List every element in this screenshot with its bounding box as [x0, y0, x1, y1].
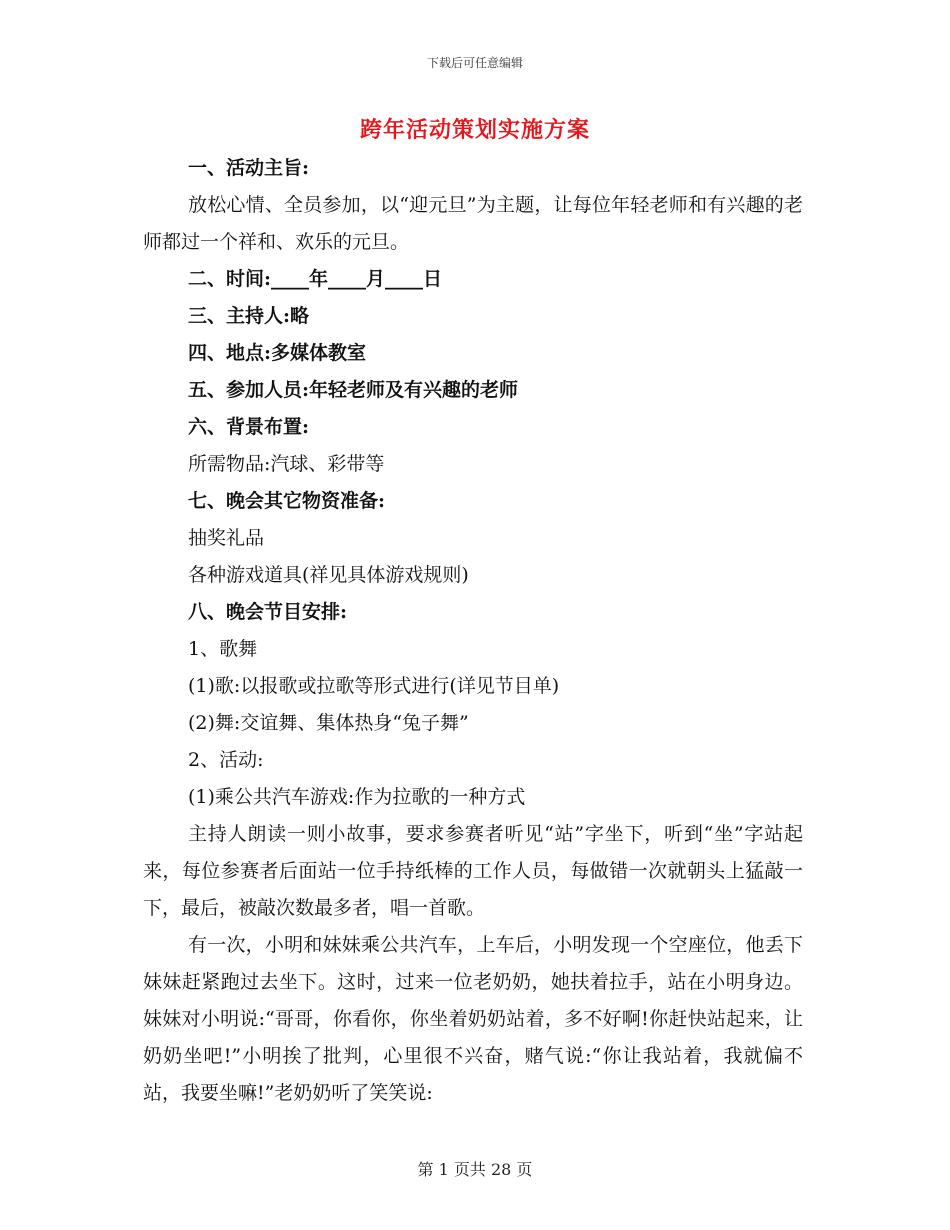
- document-title: 跨年活动策划实施方案: [359, 117, 590, 143]
- body-line: 2、活动:: [188, 749, 264, 771]
- section-heading: 二、时间:____年____月____日: [188, 268, 443, 290]
- paragraph: 放松心情、全员参加，以“迎元旦”为主题，让每位年轻老师和有兴趣的老师都过一个祥和、欢乐的元旦。: [143, 194, 803, 253]
- paragraph: 有一次，小明和妹妹乘公共汽车，上车后，小明发现一个空座位，他丢下妹妹赶紧跑过去坐下。这时，过来一位老奶奶，她扶着拉手，站在小明身边。妹妹对小明说:“哥哥，你看你，你坐着奶奶站着，多不好啊!你赶快站起来，让奶奶坐吧!”小明挨了批判，心里很不兴奋，赌气说:“你让我站着，我就偏不站，我要坐嘛!”老奶奶听了笑笑说:: [143, 934, 803, 1104]
- header-note: 下载后可任意编辑: [426, 56, 523, 70]
- section-heading: 六、背景布置:: [188, 416, 310, 438]
- body-line: 1、歌舞: [188, 638, 258, 660]
- body-line: 各种游戏道具(祥见具体游戏规则): [188, 564, 469, 586]
- section-heading: 七、晚会其它物资准备:: [188, 490, 386, 512]
- section-heading: 三、主持人:略: [188, 305, 310, 327]
- page-footer: 第 1 页共 28 页: [417, 1160, 533, 1179]
- section-heading: 八、晚会节目安排:: [188, 601, 348, 623]
- body-line: (2)舞:交谊舞、集体热身“兔子舞”: [188, 712, 469, 734]
- section-heading: 一、活动主旨:: [188, 157, 310, 179]
- document-body: [143, 150, 803, 1112]
- body-line: (1)歌:以报歌或拉歌等形式进行(详见节目单): [188, 675, 560, 697]
- body-line: 抽奖礼品: [188, 527, 265, 549]
- body-line: (1)乘公共汽车游戏:作为拉歌的一种方式: [188, 786, 526, 808]
- section-heading: 五、参加人员:年轻老师及有兴趣的老师: [188, 379, 519, 401]
- body-line: 所需物品:汽球、彩带等: [188, 453, 385, 475]
- section-heading: 四、地点:多媒体教室: [188, 342, 367, 364]
- paragraph: 主持人朗读一则小故事，要求参赛者听见“站”字坐下，听到“坐”字站起来，每位参赛者后面站一位手持纸棒的工作人员，每做错一次就朝头上猛敲一下，最后，被敲次数最多者，唱一首歌。: [143, 823, 803, 919]
